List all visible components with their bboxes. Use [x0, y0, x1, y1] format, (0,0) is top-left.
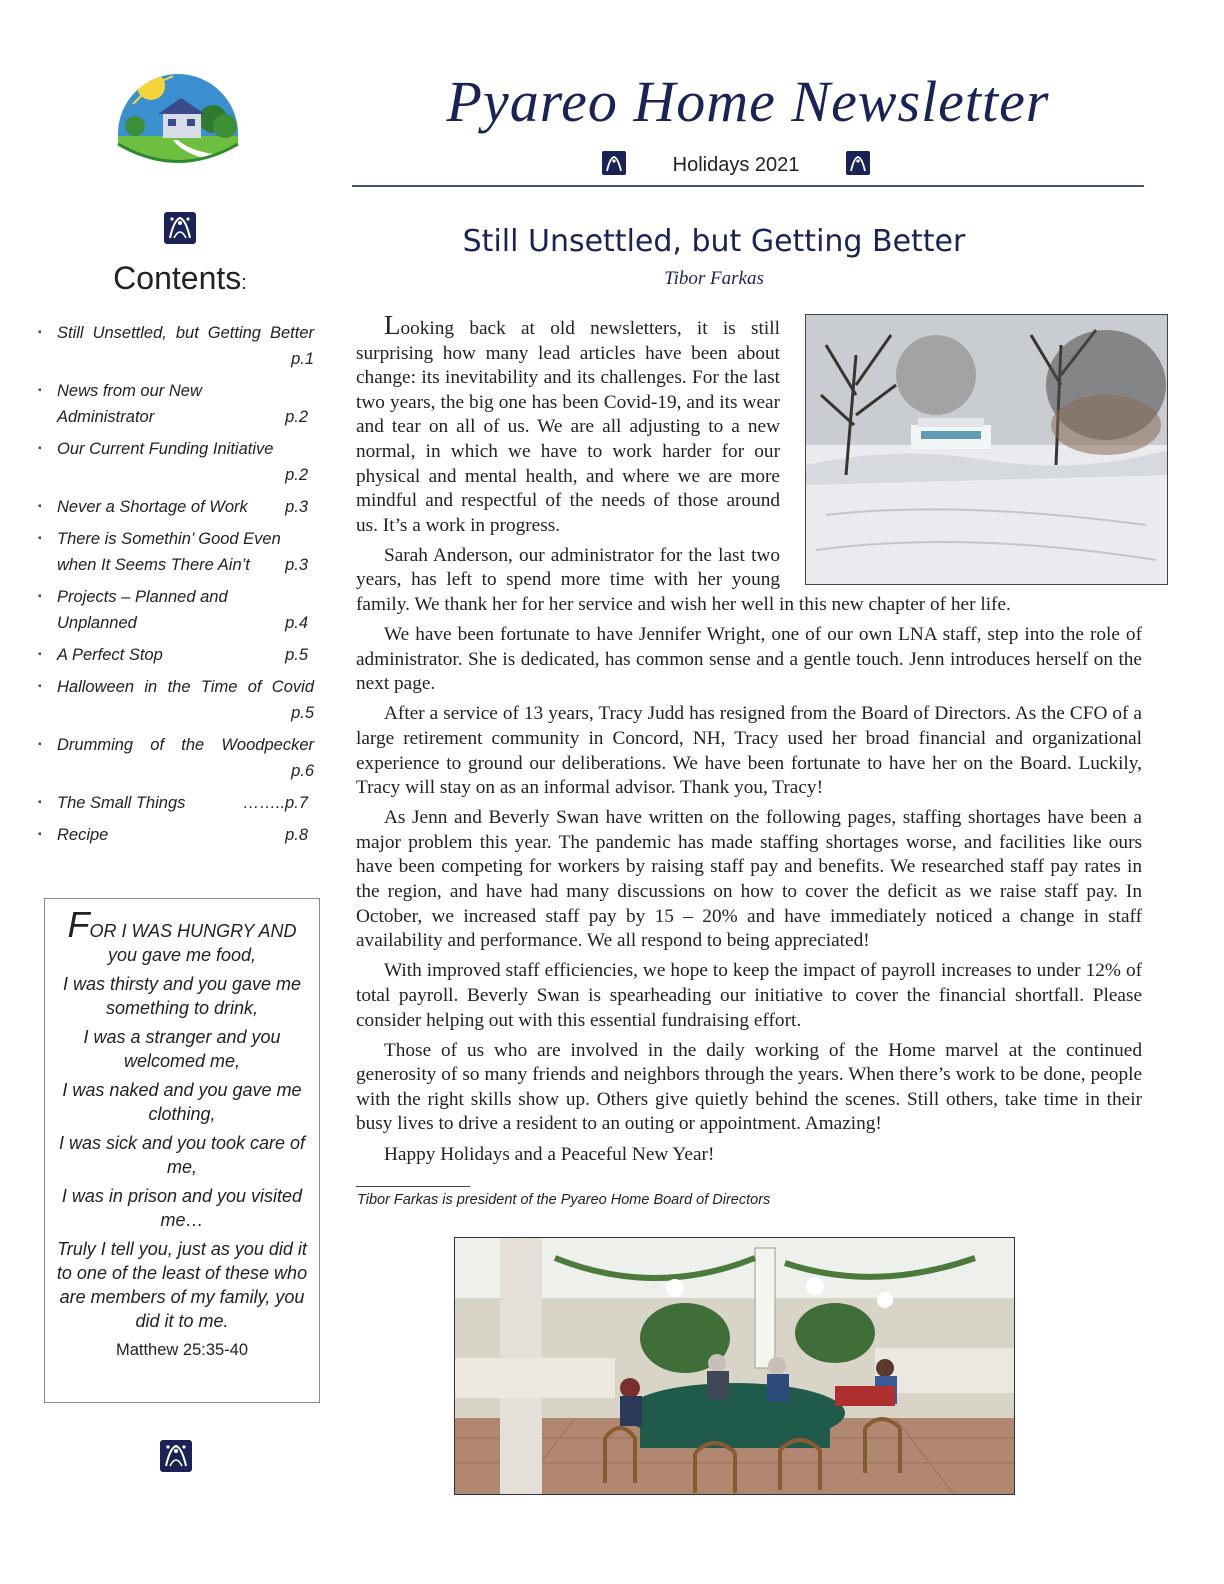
article-body [356, 310, 1142, 1173]
quote-line: I was thirsty and you gave me something to drink, [62, 974, 302, 1018]
toc-item[interactable]: ▪ Still Unsettled, but Getting Better p.1 [38, 320, 314, 372]
toc-item[interactable]: ▪ A Perfect Stop p.5 [38, 642, 314, 668]
toc-item-title: ▪ News from our New [57, 382, 202, 400]
toc-item[interactable]: ▪ Our Current Funding Initiative p.2 [38, 436, 314, 488]
toc-item[interactable]: ▪ There is Somethin’ Good Even when It Seems There Ain’t p.3 [38, 526, 314, 578]
toc-item[interactable]: ▪ Drumming of the Woodpecker p.6 [38, 732, 314, 784]
author-footnote: Tibor Farkas is president of the Pyareo Home Board of Directors [357, 1192, 771, 1208]
toc-item[interactable]: ▪ News from our New Administrator p.2 [38, 378, 314, 430]
toc-item[interactable]: ▪ Never a Shortage of Work p.3 [38, 494, 314, 520]
house-logo-icon [113, 74, 243, 174]
atrium-dining-photo [454, 1237, 1015, 1495]
leaf-ornament-icon [160, 208, 200, 248]
quote-line: I was sick and you took care of me, [58, 1133, 306, 1177]
article-paragraph: With improved staff efficiencies, we hope to keep the impact of payroll increases to under 12% of total payroll. Beverly Swan is spearheading our initiative to cover the financial shortfall. Please consider helping out with this essential fundraising effort. [356, 960, 1142, 1031]
leaf-ornament-icon [600, 149, 628, 182]
article-paragraph: Sarah Anderson, our administrator for the last two years, has left to spend more time with her young family. We thank her for her service and wish her well in this new chapter of her life. [356, 544, 1011, 616]
scripture-quote-box [44, 898, 320, 1403]
article-paragraph: As Jenn and Beverly Swan have written on the following pages, staffing shortages have been a major problem this year. The pandemic has made staffing shortages worse, and facilities like ours have been competing for workers by raising staff pay and benefits. We researched staff pay rates in the region, and have had many discussions on how to cover the deficit as we raise staff pay. In October, we increased staff pay by 15 – 20% and have immediately noticed a change in staff availability and performance. We all respond to being appreciated! [356, 807, 1142, 952]
edition-label: Holidays 2021 [672, 153, 800, 176]
quote-first-line: FOR I WAS HUNGRY AND you gave me food, [67, 904, 297, 965]
leaf-ornament-icon [844, 149, 872, 182]
newsletter-title: Pyareo Home Newsletter [446, 69, 1050, 134]
article-paragraph: Those of us who are involved in the daily working of the Home marvel at the continued generosity of so many friends and neighbors through the years. When there’s work to be done, people with the right skills show up. Others give quietly behind the scenes. Still others, take time in their busy lives to drive a resident to an outing or appointment. Amazing! [356, 1039, 1142, 1135]
table-of-contents [38, 320, 314, 854]
toc-item[interactable]: ▪ Halloween in the Time of Covid p.5 [38, 674, 314, 726]
article-paragraph: After a service of 13 years, Tracy Judd has resigned from the Board of Directors. As the CFO of a large retirement community in Concord, NH, Tracy used her broad financial and organizational experience to ground our deliberations. We have been fortunate to have her on the Board. Luckily, Tracy will stay on as an informal advisor. Thank you, Tracy! [356, 703, 1142, 799]
toc-item[interactable]: ▪ Projects – Planned and Unplanned p.4 [38, 584, 314, 636]
article-title: Still Unsettled, but Getting Better [462, 224, 966, 259]
header-divider [352, 185, 1144, 187]
quote-line: I was in prison and you visited me… [61, 1186, 303, 1230]
toc-item[interactable]: ▪ The Small Things ……..p.7 [38, 790, 314, 816]
edition-row [600, 146, 872, 184]
quote-line: I was naked and you gave me clothing, [62, 1080, 302, 1124]
article-paragraph: Looking back at old newsletters, it is still surprising how many lead articles have been about change: its inevitability and its challenges. For the last two years, the big one has been Covid-19, and its wear and tear on all of us. We are all adjusting to a new normal, in which we have to work harder for our physical and mental health, and where we are more mindful and respectful of the needs of those around us. It’s a work in progress. [356, 310, 780, 536]
quote-line: Truly I tell you, just as you did it to one of the least of these who are members of my family, you did it to me. [56, 1239, 308, 1331]
article-paragraph: We have been fortunate to have Jennifer Wright, one of our own LNA staff, step into the role of administrator. She is dedicated, has common sense and a gentle touch. Jenn introduces herself on the next page. [356, 624, 1142, 695]
quote-line: I was a stranger and you welcomed me, [83, 1027, 281, 1071]
article-paragraph: Happy Holidays and a Peaceful New Year! [384, 1143, 715, 1165]
article-byline: Tibor Farkas [664, 268, 764, 289]
contents-heading: Contents: [113, 260, 247, 296]
footnote-divider [356, 1186, 470, 1187]
toc-item[interactable]: ▪ Recipe p.8 [38, 822, 314, 848]
leaf-ornament-icon [156, 1436, 196, 1476]
quote-citation: Matthew 25:35-40 [115, 1341, 249, 1359]
